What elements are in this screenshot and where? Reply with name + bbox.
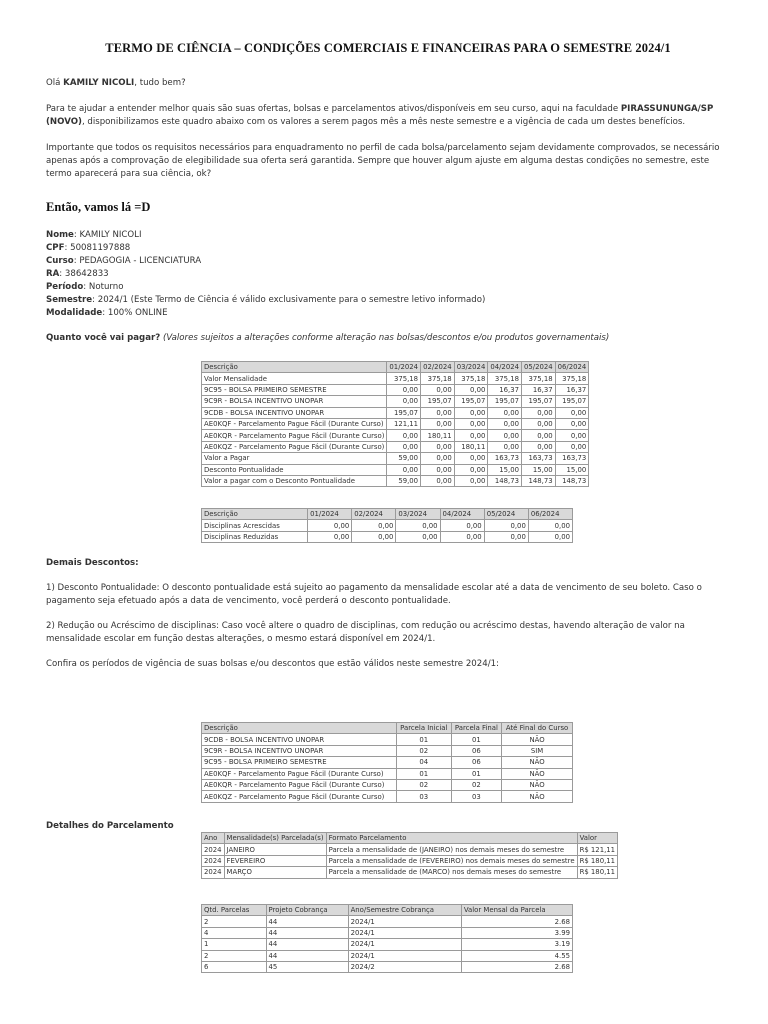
column-header: 05/2024 <box>521 362 555 373</box>
table-cell: 4.55 <box>461 950 572 961</box>
table-cell: 44 <box>266 939 348 950</box>
quanto-note: (Valores sujeitos a alterações conforme alteração nas bolsas/descontos e/ou produtos governamentais) <box>160 333 610 343</box>
table-cell: 0,00 <box>352 520 396 531</box>
column-header: Parcela Inicial <box>396 723 451 734</box>
table-row <box>202 867 618 878</box>
table-cell: 59,00 <box>387 475 421 486</box>
table-cell: AE0KQZ - Parcelamento Pague Fácil (Durante Curso) <box>202 791 397 802</box>
table-cell: 2024 <box>202 867 225 878</box>
table-cell: R$ 180,11 <box>577 867 617 878</box>
label-curso: Curso <box>46 256 74 266</box>
table-cell: 0,00 <box>484 531 528 542</box>
table-cell: 01 <box>396 768 451 779</box>
column-header: Mensalidade(s) Parcelada(s) <box>224 833 326 844</box>
column-header: Formato Parcelamento <box>326 833 577 844</box>
column-header: 03/2024 <box>396 509 440 520</box>
table-cell: AE0KQR - Parcelamento Pague Fácil (Durante Curso) <box>202 779 397 790</box>
table-header-row <box>202 362 589 373</box>
table-cell: 0,00 <box>488 430 522 441</box>
table-cell: 0,00 <box>488 407 522 418</box>
quanto-label: Quanto você vai pagar? <box>46 333 161 343</box>
table-cell: 0,00 <box>421 418 455 429</box>
table-row <box>202 768 573 779</box>
table-row <box>202 791 573 802</box>
value-nome: : KAMILY NICOLI <box>73 230 142 240</box>
info-nome <box>46 229 730 242</box>
table-cell: 195,07 <box>521 396 555 407</box>
table-cell: 0,00 <box>421 407 455 418</box>
table-cell: 0,00 <box>440 531 484 542</box>
column-header: 06/2024 <box>528 509 572 520</box>
column-header: Projeto Cobrança <box>266 905 348 916</box>
table-cell: 0,00 <box>454 407 488 418</box>
table-cell: 0,00 <box>454 384 488 395</box>
installments-qty-table <box>201 904 573 973</box>
table-cell: Disciplinas Reduzidas <box>202 531 308 542</box>
table-cell: 03 <box>396 791 451 802</box>
section-subtitle: Então, vamos lá =D <box>46 200 151 214</box>
column-header: Valor Mensal da Parcela <box>461 905 572 916</box>
table-cell: AE0KQF - Parcelamento Pague Fácil (Durante Curso) <box>202 418 387 429</box>
table-cell: 0,00 <box>387 464 421 475</box>
table-cell: 0,00 <box>454 418 488 429</box>
table-cell: 0,00 <box>521 418 555 429</box>
table-row <box>202 961 573 972</box>
column-header: 05/2024 <box>484 509 528 520</box>
table-cell: Valor a Pagar <box>202 453 387 464</box>
table-cell: 0,00 <box>421 384 455 395</box>
table-header-row <box>202 905 573 916</box>
table-cell: 195,07 <box>387 407 421 418</box>
table-cell: 0,00 <box>352 531 396 542</box>
table-cell: 4 <box>202 927 267 938</box>
table-cell: 0,00 <box>555 441 589 452</box>
column-header: Qtd. Parcelas <box>202 905 267 916</box>
table-cell: 375,18 <box>454 373 488 384</box>
table-row <box>202 453 589 464</box>
table-row <box>202 745 573 756</box>
table-row <box>202 779 573 790</box>
table-cell: Disciplinas Acrescidas <box>202 520 308 531</box>
table-cell: 9C95 - BOLSA PRIMEIRO SEMESTRE <box>202 384 387 395</box>
table-row <box>202 441 589 452</box>
info-periodo <box>46 281 730 294</box>
table-cell: NÃO <box>502 791 573 802</box>
table-cell: 180,11 <box>421 430 455 441</box>
table-cell: Valor Mensalidade <box>202 373 387 384</box>
greeting-prefix: Olá <box>46 78 64 88</box>
column-header: Descrição <box>202 723 397 734</box>
student-name: KAMILY NICOLI <box>63 78 135 88</box>
table-row <box>202 475 589 486</box>
table-cell: 163,73 <box>555 453 589 464</box>
column-header: 01/2024 <box>387 362 421 373</box>
other-discounts-title: Demais Descontos: <box>46 558 139 568</box>
column-header: Ano/Semestre Cobrança <box>348 905 461 916</box>
table-cell: NÃO <box>502 757 573 768</box>
intro-p1-a: Para te ajudar a entender melhor quais são suas ofertas, bolsas e parcelamentos ativos/disponíveis em seu curso, aqui na faculdade <box>46 104 621 114</box>
table-cell: 0,00 <box>387 430 421 441</box>
table-cell: 0,00 <box>528 531 572 542</box>
table-cell: 195,07 <box>488 396 522 407</box>
label-semestre: Semestre <box>46 295 93 305</box>
table-cell: 16,37 <box>488 384 522 395</box>
table-cell: 148,73 <box>555 475 589 486</box>
table-row <box>202 734 573 745</box>
table-cell: NÃO <box>502 768 573 779</box>
table-cell: 180,11 <box>454 441 488 452</box>
table-cell: AE0KQF - Parcelamento Pague Fácil (Durante Curso) <box>202 768 397 779</box>
validity-table <box>201 722 573 803</box>
table-cell: 01 <box>396 734 451 745</box>
table-row <box>202 844 618 855</box>
disciplines-table <box>201 508 573 543</box>
table-cell: 0,00 <box>454 430 488 441</box>
table-cell: 375,18 <box>387 373 421 384</box>
column-header: 01/2024 <box>308 509 352 520</box>
table-cell: R$ 121,11 <box>577 844 617 855</box>
quanto-pagar <box>46 332 730 345</box>
table-cell: 0,00 <box>308 531 352 542</box>
table-cell: 0,00 <box>421 475 455 486</box>
table-cell: 59,00 <box>387 453 421 464</box>
table-cell: 375,18 <box>555 373 589 384</box>
table-cell: 16,37 <box>521 384 555 395</box>
table-cell: MARÇO <box>224 867 326 878</box>
table-cell: R$ 180,11 <box>577 855 617 866</box>
page-title: TERMO DE CIÊNCIA – CONDIÇÕES COMERCIAIS E FINANCEIRAS PARA O SEMESTRE 2024/1 <box>105 41 671 55</box>
table-cell: 2 <box>202 916 267 927</box>
column-header: 03/2024 <box>454 362 488 373</box>
table-cell: 0,00 <box>440 520 484 531</box>
table-cell: 3.99 <box>461 927 572 938</box>
table-row <box>202 757 573 768</box>
table-cell: 0,00 <box>454 453 488 464</box>
validity-intro: Confira os períodos de vigência de suas bolsas e/ou descontos que estão válidos neste semestre 2024/1: <box>46 659 499 669</box>
table-cell: 3.19 <box>461 939 572 950</box>
table-header-row <box>202 723 573 734</box>
table-cell: 06 <box>451 745 501 756</box>
info-curso <box>46 255 730 268</box>
table-cell: 9C95 - BOLSA PRIMEIRO SEMESTRE <box>202 757 397 768</box>
table-cell: 0,00 <box>454 475 488 486</box>
label-ra: RA <box>46 269 60 279</box>
table-cell: 0,00 <box>387 396 421 407</box>
column-header: 02/2024 <box>352 509 396 520</box>
table-cell: AE0KQR - Parcelamento Pague Fácil (Durante Curso) <box>202 430 387 441</box>
table-cell: 148,73 <box>488 475 522 486</box>
table-cell: 01 <box>451 734 501 745</box>
table-cell: 9C9R - BOLSA INCENTIVO UNOPAR <box>202 396 387 407</box>
column-header: 02/2024 <box>421 362 455 373</box>
discount-disciplines-text: 2) Redução ou Acréscimo de disciplinas: Caso você altere o quadro de disciplinas, com redução ou acréscimo destas, havendo alteração de valor na mensalidade escolar em função destas alterações, o mesmo estará disponível em 2024/1. <box>46 621 685 644</box>
table-cell: 9CDB - BOLSA INCENTIVO UNOPAR <box>202 407 387 418</box>
table-cell: 2024/1 <box>348 916 461 927</box>
greeting <box>46 77 730 90</box>
table-cell: 0,00 <box>396 531 440 542</box>
table-cell: 0,00 <box>308 520 352 531</box>
table-cell: 195,07 <box>454 396 488 407</box>
column-header: Parcela Final <box>451 723 501 734</box>
table-cell: 163,73 <box>521 453 555 464</box>
table-cell: 02 <box>451 779 501 790</box>
table-row <box>202 916 573 927</box>
table-row <box>202 430 589 441</box>
table-cell: NÃO <box>502 734 573 745</box>
table-cell: FEVEREIRO <box>224 855 326 866</box>
value-curso: : PEDAGOGIA - LICENCIATURA <box>73 256 202 266</box>
table-cell: Parcela a mensalidade de (MARCO) nos demais meses do semestre <box>326 867 577 878</box>
value-cpf: : 50081197888 <box>64 243 131 253</box>
column-header: 04/2024 <box>488 362 522 373</box>
table-header-row <box>202 509 573 520</box>
table-cell: 2 <box>202 950 267 961</box>
info-modalidade <box>46 307 730 320</box>
table-cell: 15,00 <box>555 464 589 475</box>
table-row <box>202 396 589 407</box>
table-cell: 2024/1 <box>348 927 461 938</box>
table-cell: 0,00 <box>521 441 555 452</box>
table-cell: 0,00 <box>387 441 421 452</box>
table-cell: 9CDB - BOLSA INCENTIVO UNOPAR <box>202 734 397 745</box>
student-info <box>46 229 730 320</box>
table-cell: 2.68 <box>461 961 572 972</box>
value-modalidade: : 100% ONLINE <box>102 308 168 318</box>
value-periodo: : Noturno <box>83 282 124 292</box>
table-cell: 1 <box>202 939 267 950</box>
column-header: 04/2024 <box>440 509 484 520</box>
table-cell: 0,00 <box>484 520 528 531</box>
table-cell: 04 <box>396 757 451 768</box>
table-cell: SIM <box>502 745 573 756</box>
column-header: Valor <box>577 833 617 844</box>
table-row <box>202 520 573 531</box>
table-cell: Parcela a mensalidade de (FEVEREIRO) nos demais meses do semestre <box>326 855 577 866</box>
table-cell: 375,18 <box>421 373 455 384</box>
table-cell: JANEIRO <box>224 844 326 855</box>
table-row <box>202 373 589 384</box>
table-cell: 0,00 <box>421 464 455 475</box>
table-cell: AE0KQZ - Parcelamento Pague Fácil (Durante Curso) <box>202 441 387 452</box>
table-cell: 0,00 <box>387 384 421 395</box>
column-header: Até Final do Curso <box>502 723 573 734</box>
table-cell: 0,00 <box>396 520 440 531</box>
column-header: Ano <box>202 833 225 844</box>
table-cell: 0,00 <box>555 407 589 418</box>
table-cell: 44 <box>266 927 348 938</box>
table-cell: 45 <box>266 961 348 972</box>
table-row <box>202 927 573 938</box>
table-cell: 02 <box>396 745 451 756</box>
label-nome: Nome <box>46 230 74 240</box>
value-ra: : 38642833 <box>59 269 109 279</box>
table-row <box>202 939 573 950</box>
table-cell: 0,00 <box>454 464 488 475</box>
table-cell: 01 <box>451 768 501 779</box>
table-cell: 44 <box>266 916 348 927</box>
table-cell: Parcela a mensalidade de (JANEIRO) nos demais meses do semestre <box>326 844 577 855</box>
installments-title: Detalhes do Parcelamento <box>46 821 174 831</box>
table-cell: 2024/1 <box>348 950 461 961</box>
table-cell: 16,37 <box>555 384 589 395</box>
discount-punctuality-text: 1) Desconto Pontualidade: O desconto pontualidade está sujeito ao pagamento da mensalidade escolar até a data de vencimento de seu boleto. Caso o pagamento seja efetuado após a data de vencimento, você perderá o desconto pontualidade. <box>46 583 702 606</box>
table-cell: 0,00 <box>555 418 589 429</box>
table-cell: 375,18 <box>488 373 522 384</box>
table-cell: 15,00 <box>488 464 522 475</box>
value-semestre: : 2024/1 (Este Termo de Ciência é válido exclusivamente para o semestre letivo informado) <box>92 295 486 305</box>
label-cpf: CPF <box>46 243 65 253</box>
table-cell: 06 <box>451 757 501 768</box>
table-cell: 163,73 <box>488 453 522 464</box>
table-cell: 2024 <box>202 844 225 855</box>
table-cell: NÃO <box>502 779 573 790</box>
table-row <box>202 384 589 395</box>
info-cpf <box>46 242 730 255</box>
monthly-values-table <box>201 361 589 487</box>
installments-table <box>201 832 618 879</box>
info-ra <box>46 268 730 281</box>
table-cell: 02 <box>396 779 451 790</box>
table-cell: 148,73 <box>521 475 555 486</box>
table-cell: 9C9R - BOLSA INCENTIVO UNOPAR <box>202 745 397 756</box>
info-semestre <box>46 294 730 307</box>
intro-paragraph-1 <box>46 103 730 129</box>
table-cell: 121,11 <box>387 418 421 429</box>
table-cell: Desconto Pontualidade <box>202 464 387 475</box>
label-modalidade: Modalidade <box>46 308 103 318</box>
column-header: 06/2024 <box>555 362 589 373</box>
table-cell: 195,07 <box>421 396 455 407</box>
table-cell: 0,00 <box>555 430 589 441</box>
table-cell: Valor a pagar com o Desconto Pontualidade <box>202 475 387 486</box>
table-cell: 375,18 <box>521 373 555 384</box>
table-cell: 0,00 <box>528 520 572 531</box>
table-cell: 2.68 <box>461 916 572 927</box>
table-row <box>202 531 573 542</box>
table-cell: 0,00 <box>421 441 455 452</box>
table-cell: 0,00 <box>421 453 455 464</box>
table-cell: 2024/1 <box>348 939 461 950</box>
greeting-suffix: , tudo bem? <box>134 78 186 88</box>
table-cell: 2024 <box>202 855 225 866</box>
table-row <box>202 950 573 961</box>
label-periodo: Período <box>46 282 84 292</box>
faculty-name: PIRASSUNUNGA/SP (NOVO) <box>46 104 714 127</box>
table-header-row <box>202 833 618 844</box>
table-cell: 03 <box>451 791 501 802</box>
table-cell: 0,00 <box>488 418 522 429</box>
column-header: Descrição <box>202 362 387 373</box>
intro-paragraph-2: Importante que todos os requisitos necessários para enquadramento no perfil de cada bolsa/parcelamento sejam devidamente comprovados, se necessário apenas após a comprovação de elegibilidade sua oferta será garantida. Sempre que houver algum ajuste em alguma destas condições no semestre, este termo aparecerá para sua ciência, ok? <box>46 143 720 179</box>
table-row <box>202 464 589 475</box>
table-cell: 0,00 <box>488 441 522 452</box>
table-cell: 0,00 <box>521 430 555 441</box>
table-row <box>202 418 589 429</box>
table-cell: 44 <box>266 950 348 961</box>
table-cell: 195,07 <box>555 396 589 407</box>
table-cell: 15,00 <box>521 464 555 475</box>
table-cell: 0,00 <box>521 407 555 418</box>
intro-p1-b: , disponibilizamos este quadro abaixo com os valores a serem pagos mês a mês neste semestre e a vigência de cada um destes benefícios. <box>81 117 686 127</box>
column-header: Descrição <box>202 509 308 520</box>
table-row <box>202 407 589 418</box>
table-cell: 2024/2 <box>348 961 461 972</box>
table-row <box>202 855 618 866</box>
table-cell: 6 <box>202 961 267 972</box>
